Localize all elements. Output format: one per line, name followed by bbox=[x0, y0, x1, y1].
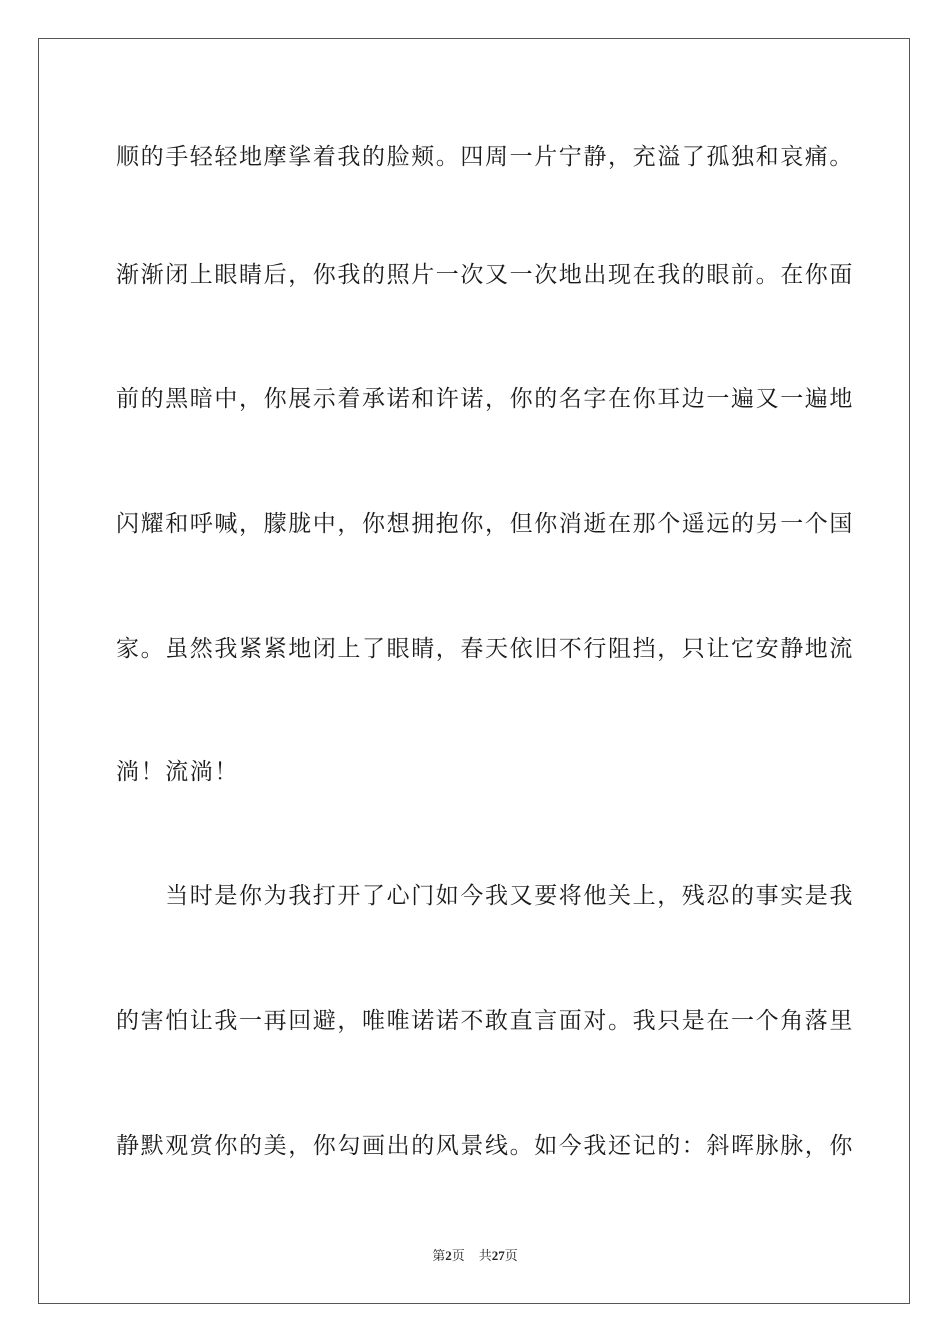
body-text-line-7: 当时是你为我打开了心门如今我又要将他关上，残忍的事实是我 bbox=[116, 883, 854, 909]
total-prefix: 共 bbox=[478, 1249, 492, 1264]
total-pages: 27 bbox=[491, 1248, 505, 1263]
total-suffix: 页 bbox=[504, 1249, 518, 1264]
body-text-line-4: 闪耀和呼喊，朦胧中，你想拥抱你，但你消逝在那个遥远的另一个国 bbox=[116, 511, 854, 537]
body-text-line-8: 的害怕让我一再回避，唯唯诺诺不敢直言面对。我只是在一个角落里 bbox=[116, 1008, 854, 1034]
body-text-line-5: 家。虽然我紧紧地闭上了眼睛，春天依旧不行阻挡，只让它安静地流 bbox=[116, 636, 854, 662]
page-footer bbox=[0, 1247, 950, 1266]
body-text-line-3: 前的黑暗中，你展示着承诺和许诺，你的名字在你耳边一遍又一遍地 bbox=[116, 386, 854, 412]
body-text-line-9: 静默观赏你的美，你勾画出的风景线。如今我还记的：斜晖脉脉，你 bbox=[116, 1133, 854, 1159]
page-suffix: 页 bbox=[451, 1249, 465, 1264]
page-border bbox=[38, 38, 910, 1304]
body-text-line-6: 淌！流淌！ bbox=[116, 759, 239, 785]
body-text-line-1: 顺的手轻轻地摩挲着我的脸颊。四周一片宁静，充溢了孤独和哀痛。 bbox=[116, 144, 854, 170]
page-prefix: 第 bbox=[432, 1249, 446, 1264]
body-text-line-2: 渐渐闭上眼睛后，你我的照片一次又一次地出现在我的眼前。在你面 bbox=[116, 262, 854, 288]
page-number: 2 bbox=[445, 1248, 452, 1263]
